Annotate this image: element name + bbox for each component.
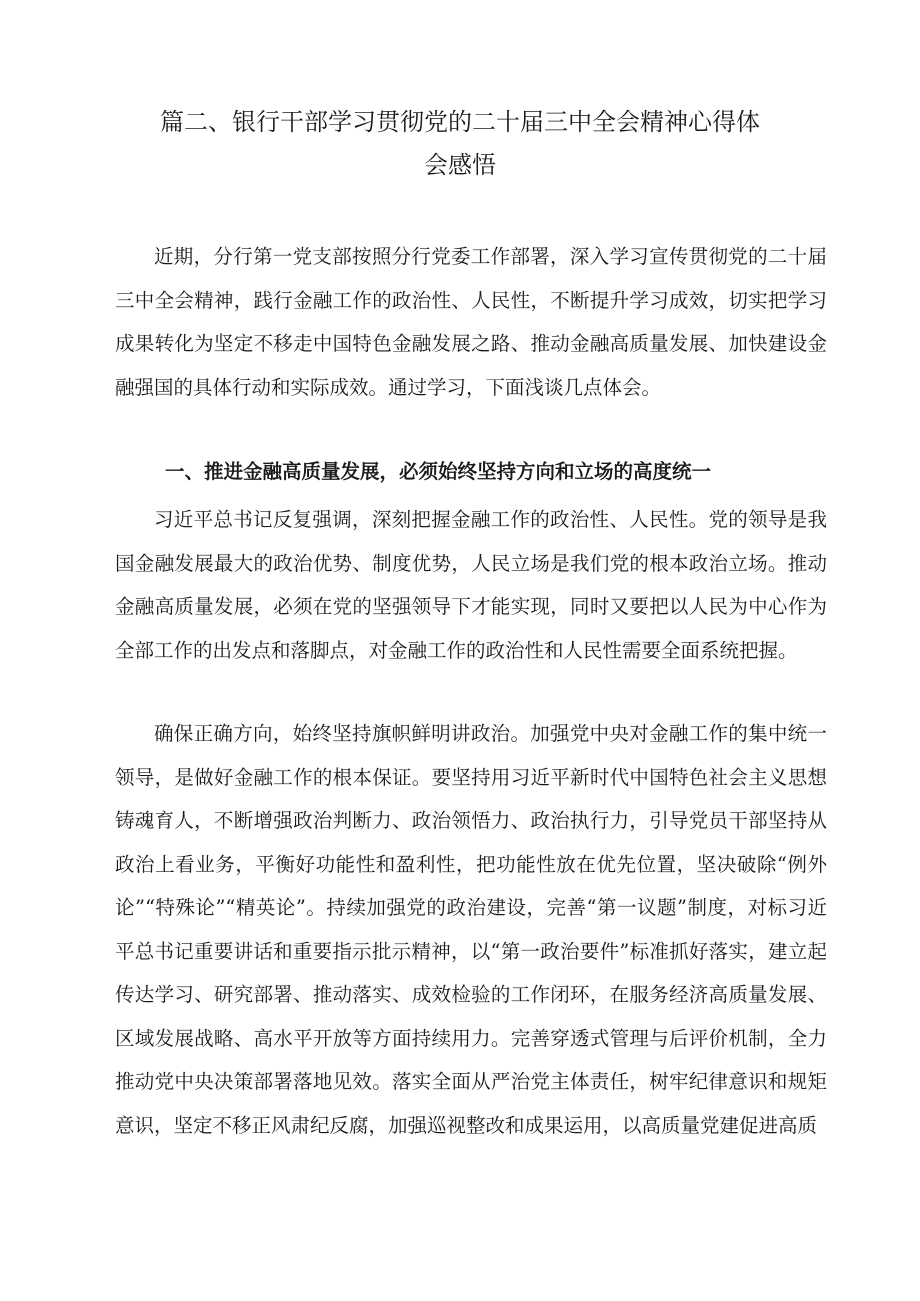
document-title-line-2: 会感悟: [424, 151, 496, 179]
document-title-line-1: 篇二、银行干部学习贯彻党的二十届三中全会精神心得体: [160, 108, 760, 136]
paragraph-intro: 近期，分行第一党支部按照分行党委工作部署，深入学习宣传贯彻党的二十届三中全会精神，践行金融工作的政治性、人民性，不断提升学习成效，切实把学习成果转化为坚定不移走中国特色金融发展之路、推动金融高质量发展、加快建设金融强国的具体行动和实际成效。通过学习，下面浅谈几点体会。: [115, 245, 827, 399]
section-heading-1: 一、推进金融高质量发展，必须始终坚持方向和立场的高度统一: [165, 460, 712, 483]
paragraph-section-1-b: 确保正确方向，始终坚持旗帜鲜明讲政治。加强党中央对金融工作的集中统一领导，是做好金融工作的根本保证。要坚持用习近平新时代中国特色社会主义思想铸魂育人，不断增强政治判断力、政治领悟力、政治执行力，引导党员干部坚持从政治上看业务，平衡好功能性和盈利性，把功能性放在优先位置，坚决破除“例外论”“特殊论”“精英论”。持续加强党的政治建设，完善“第一议题”制度，对标习近平总书记重要讲话和重要指示批示精神，以“第一政治要件”标准抓好落实，建立起传达学习、研究部署、推动落实、成效检验的工作闭环，在服务经济高质量发展、区域发展战略、高水平开放等方面持续用力。完善穿透式管理与后评价机制，全力推动党中央决策部署落地见效。落实全面从严治党主体责任，树牢纪律意识和规矩意识，坚定不移正风肃纪反腐，加强巡视整改和成果运用，以高质量党建促进高质: [115, 722, 827, 1137]
paragraph-section-1-a: 习近平总书记反复强调，深刻把握金融工作的政治性、人民性。党的领导是我国金融发展最大的政治优势、制度优势，人民立场是我们党的根本政治立场。推动金融高质量发展，必须在党的坚强领导下才能实现，同时又要把以人民为中心作为全部工作的出发点和落脚点，对金融工作的政治性和人民性需要全面系统把握。: [115, 508, 827, 662]
